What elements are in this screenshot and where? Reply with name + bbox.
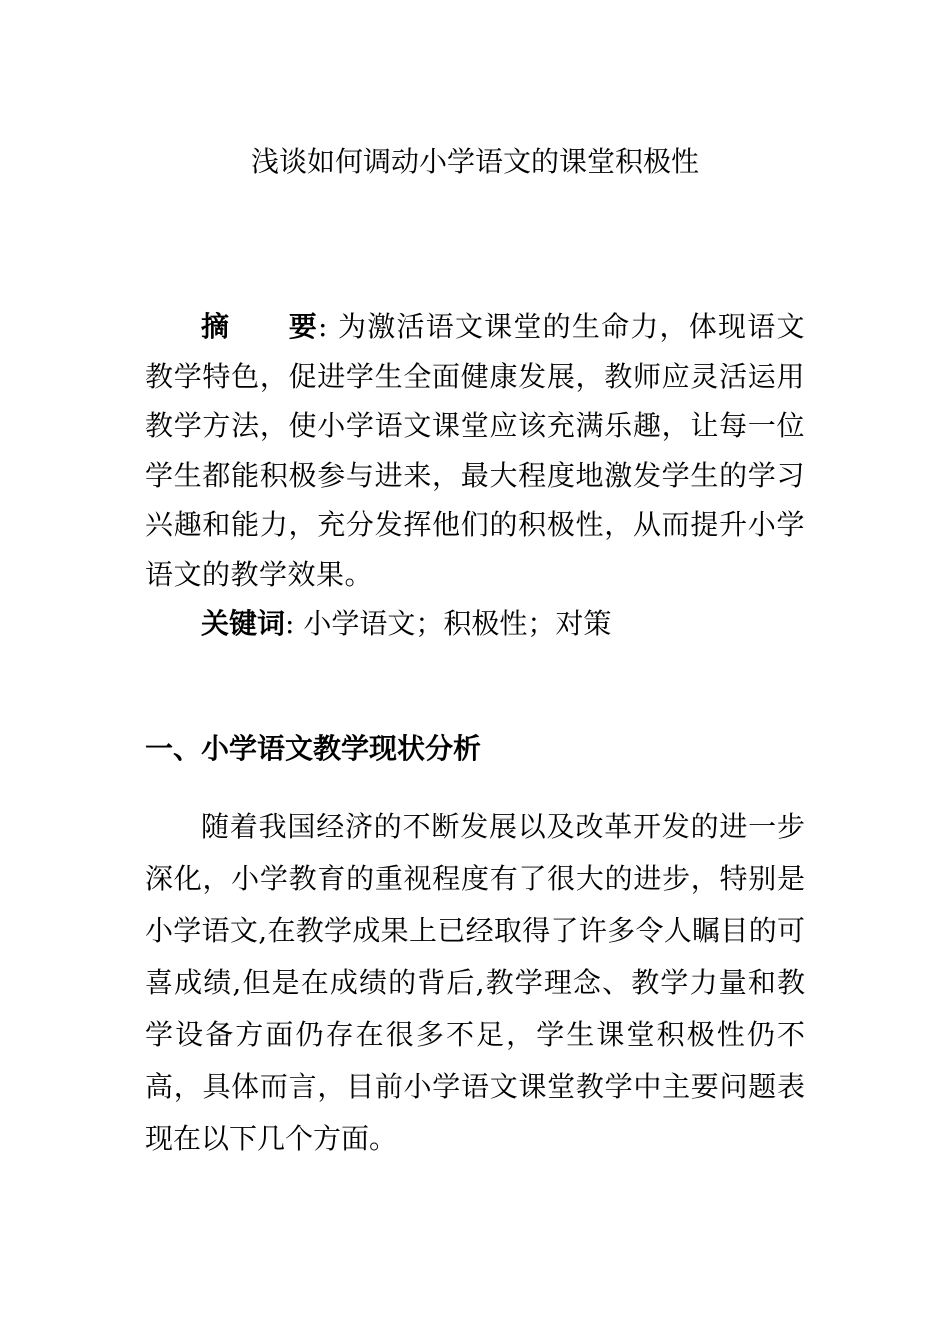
keywords-text: 小学语文；积极性；对策 [303, 607, 612, 640]
abstract-text: 为激活语文课堂的生命力，体现语文教学特色，促进学生全面健康发展，教师应灵活运用教学方法，使小学语文课堂应该充满乐趣，让每一位学生都能积极参与进来，最大程度地激发学生的学习兴趣和能力，充分发挥他们的积极性，从而提升小学语文的教学效果。 [145, 310, 805, 591]
keywords-label: 关键词 [201, 607, 286, 640]
keywords-paragraph [145, 599, 805, 649]
section-heading: 一、小学语文教学现状分析 [145, 732, 482, 765]
document-title: 浅谈如何调动小学语文的课堂积极性 [250, 145, 699, 178]
abstract-separator: : [317, 310, 339, 343]
keywords-separator: : [285, 607, 304, 640]
abstract-label: 摘 要 [201, 310, 318, 343]
section-paragraph: 随着我国经济的不断发展以及改革开发的进一步深化，小学教育的重视程度有了很大的进步，特别是小学语文,在教学成果上已经取得了许多令人瞩目的可喜成绩,但是在成绩的背后,教学理念、教学力量和教学设备方面仍存在很多不足，学生课堂积极性仍不高，具体而言，目前小学语文课堂教学中主要问题表现在以下几个方面。 [145, 810, 805, 1155]
abstract-paragraph [145, 302, 805, 599]
